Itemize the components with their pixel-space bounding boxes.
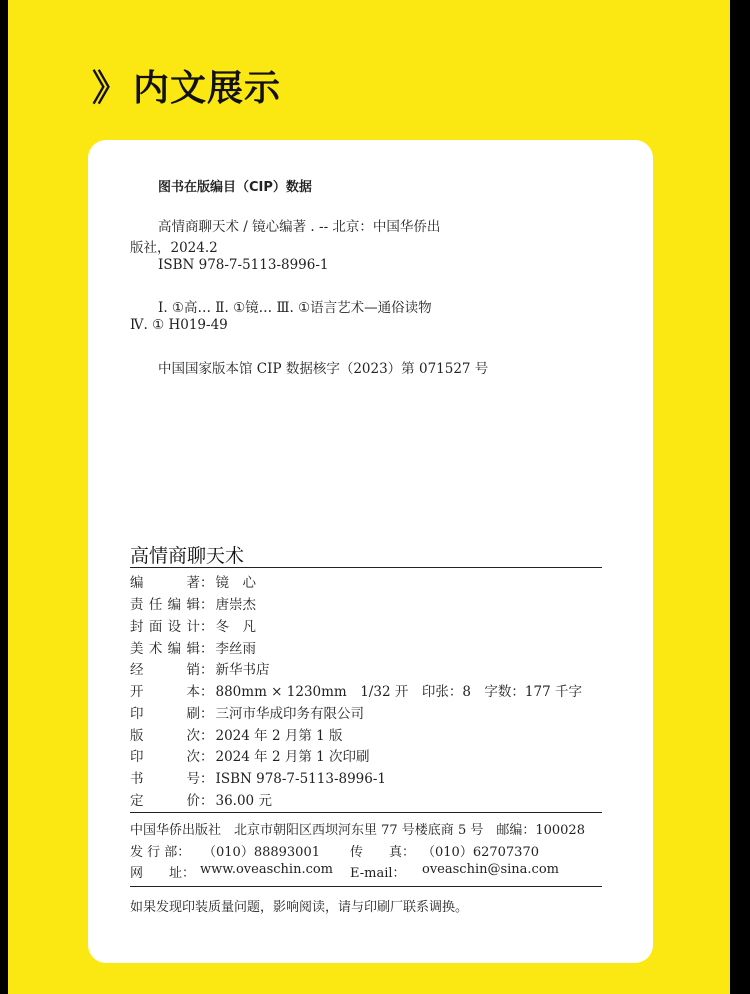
detail-row: 定价： 36.00 元 (130, 793, 272, 809)
cip-class-line2: Ⅳ. ① H019-49 (130, 317, 228, 333)
detail-row: 开本： 880mm × 1230mm 1/32 开 印张：8 字数：177 千字 (130, 684, 582, 700)
publisher-web-label: 网 址： (130, 866, 196, 881)
detail-row: 印次： 2024 年 2 月第 1 次印刷 (130, 749, 370, 765)
detail-row: 书号： ISBN 978-7-5113-8996-1 (130, 771, 387, 787)
quality-notice: 如果发现印装质量问题，影响阅读，请与印刷厂联系调换。 (130, 900, 469, 915)
publisher-fax-label: 传 真： (350, 845, 416, 860)
section-heading (92, 60, 281, 111)
publisher-fax: （010）62707370 (422, 845, 539, 860)
divider (130, 567, 602, 568)
detail-row: 印刷： 三河市华成印务有限公司 (130, 706, 364, 722)
publisher-email-label: E-mail： (350, 866, 406, 881)
cip-record: 中国国家版本馆 CIP 数据核字（2023）第 071527 号 (158, 361, 489, 377)
cip-isbn: ISBN 978-7-5113-8996-1 (158, 257, 329, 273)
publisher-web: www.oveaschin.com (200, 862, 334, 877)
detail-row: 封面设计： 冬 凡 (130, 619, 256, 635)
book-title: 高情商聊天术 (130, 545, 245, 567)
detail-row: 经销： 新华书店 (130, 662, 270, 678)
detail-row: 编著： 镜 心 (130, 575, 256, 591)
detail-row: 责任编辑： 唐崇杰 (130, 597, 256, 613)
publisher-phone-label: 发 行 部： (130, 845, 191, 860)
publisher-phone: （010）88893001 (203, 845, 320, 860)
cip-title: 图书在版编目（CIP）数据 (158, 180, 312, 195)
heading-text: 内文展示 (133, 68, 282, 109)
detail-row: 美术编辑： 李丝雨 (130, 641, 256, 657)
cip-entry-line2: 版社，2024.2 (130, 240, 218, 256)
divider (130, 886, 602, 887)
cip-entry-line1: 高情商聊天术 / 镜心编著 . -- 北京：中国华侨出 (158, 219, 441, 235)
detail-row: 版次： 2024 年 2 月第 1 版 (130, 728, 343, 744)
cip-class-line1: Ⅰ. ①高… Ⅱ. ①镜… Ⅲ. ①语言艺术—通俗读物 (158, 300, 432, 316)
publisher-address: 中国华侨出版社 北京市朝阳区西坝河东里 77 号楼底商 5 号 邮编：100028 (130, 823, 585, 838)
publisher-email: oveaschin@sina.com (422, 862, 559, 877)
divider (130, 812, 602, 813)
double-arrow-icon: 》 (92, 68, 130, 109)
